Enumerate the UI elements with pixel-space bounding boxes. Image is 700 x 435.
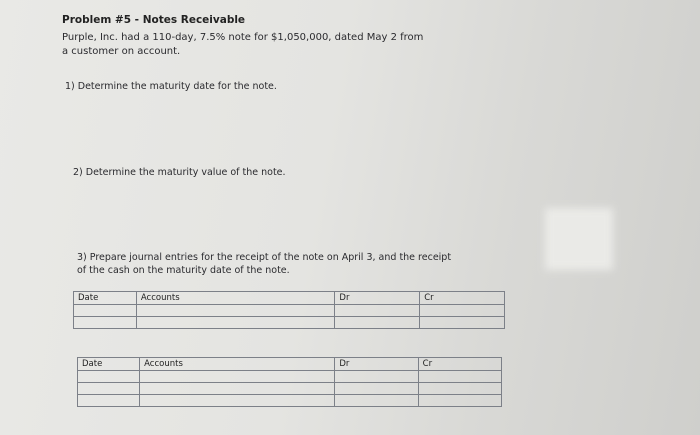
screen-glare: [545, 208, 613, 270]
accounts-header: Accounts: [136, 292, 335, 305]
journal-table-1: [73, 291, 505, 329]
problem-intro-line-1: Purple, Inc. had a 110-day, 7.5% note for $1,050,000, dated May 2 from: [62, 32, 424, 43]
journal-table-2: [77, 357, 502, 407]
problem-intro-line-2: a customer on account.: [62, 46, 181, 57]
table-cell[interactable]: [335, 383, 418, 395]
journal-table-2-header: [78, 358, 502, 371]
table-row: [78, 371, 502, 383]
debit-header: Dr: [335, 358, 418, 371]
table-cell[interactable]: [140, 383, 335, 395]
table-cell[interactable]: [78, 371, 140, 383]
question-1: 1) Determine the maturity date for the note.: [65, 81, 277, 92]
table-cell[interactable]: [74, 317, 137, 329]
date-header: Date: [78, 358, 140, 371]
table-cell[interactable]: [420, 317, 505, 329]
table-cell[interactable]: [140, 371, 335, 383]
table-row: [78, 395, 502, 407]
table-row: [78, 383, 502, 395]
question-3-line-2: of the cash on the maturity date of the note.: [77, 265, 290, 276]
journal-table-1-header: [74, 292, 505, 305]
date-header: Date: [74, 292, 137, 305]
debit-header: Dr: [335, 292, 420, 305]
table-cell[interactable]: [418, 371, 501, 383]
question-2: 2) Determine the maturity value of the note.: [73, 167, 286, 178]
table-cell[interactable]: [74, 305, 137, 317]
table-cell[interactable]: [136, 317, 335, 329]
table-row: [74, 317, 505, 329]
table-cell[interactable]: [78, 395, 140, 407]
table-cell[interactable]: [418, 383, 501, 395]
table-cell[interactable]: [418, 395, 501, 407]
problem-title: Problem #5 - Notes Receivable: [62, 14, 246, 26]
credit-header: Cr: [420, 292, 505, 305]
table-cell[interactable]: [335, 371, 418, 383]
credit-header: Cr: [418, 358, 501, 371]
accounts-header: Accounts: [140, 358, 335, 371]
table-cell[interactable]: [420, 305, 505, 317]
table-cell[interactable]: [136, 305, 335, 317]
table-cell[interactable]: [140, 395, 335, 407]
table-cell[interactable]: [335, 395, 418, 407]
table-cell[interactable]: [335, 305, 420, 317]
table-row: [74, 305, 505, 317]
table-cell[interactable]: [78, 383, 140, 395]
question-3-line-1: 3) Prepare journal entries for the receipt of the note on April 3, and the receipt: [77, 252, 452, 263]
table-cell[interactable]: [335, 317, 420, 329]
